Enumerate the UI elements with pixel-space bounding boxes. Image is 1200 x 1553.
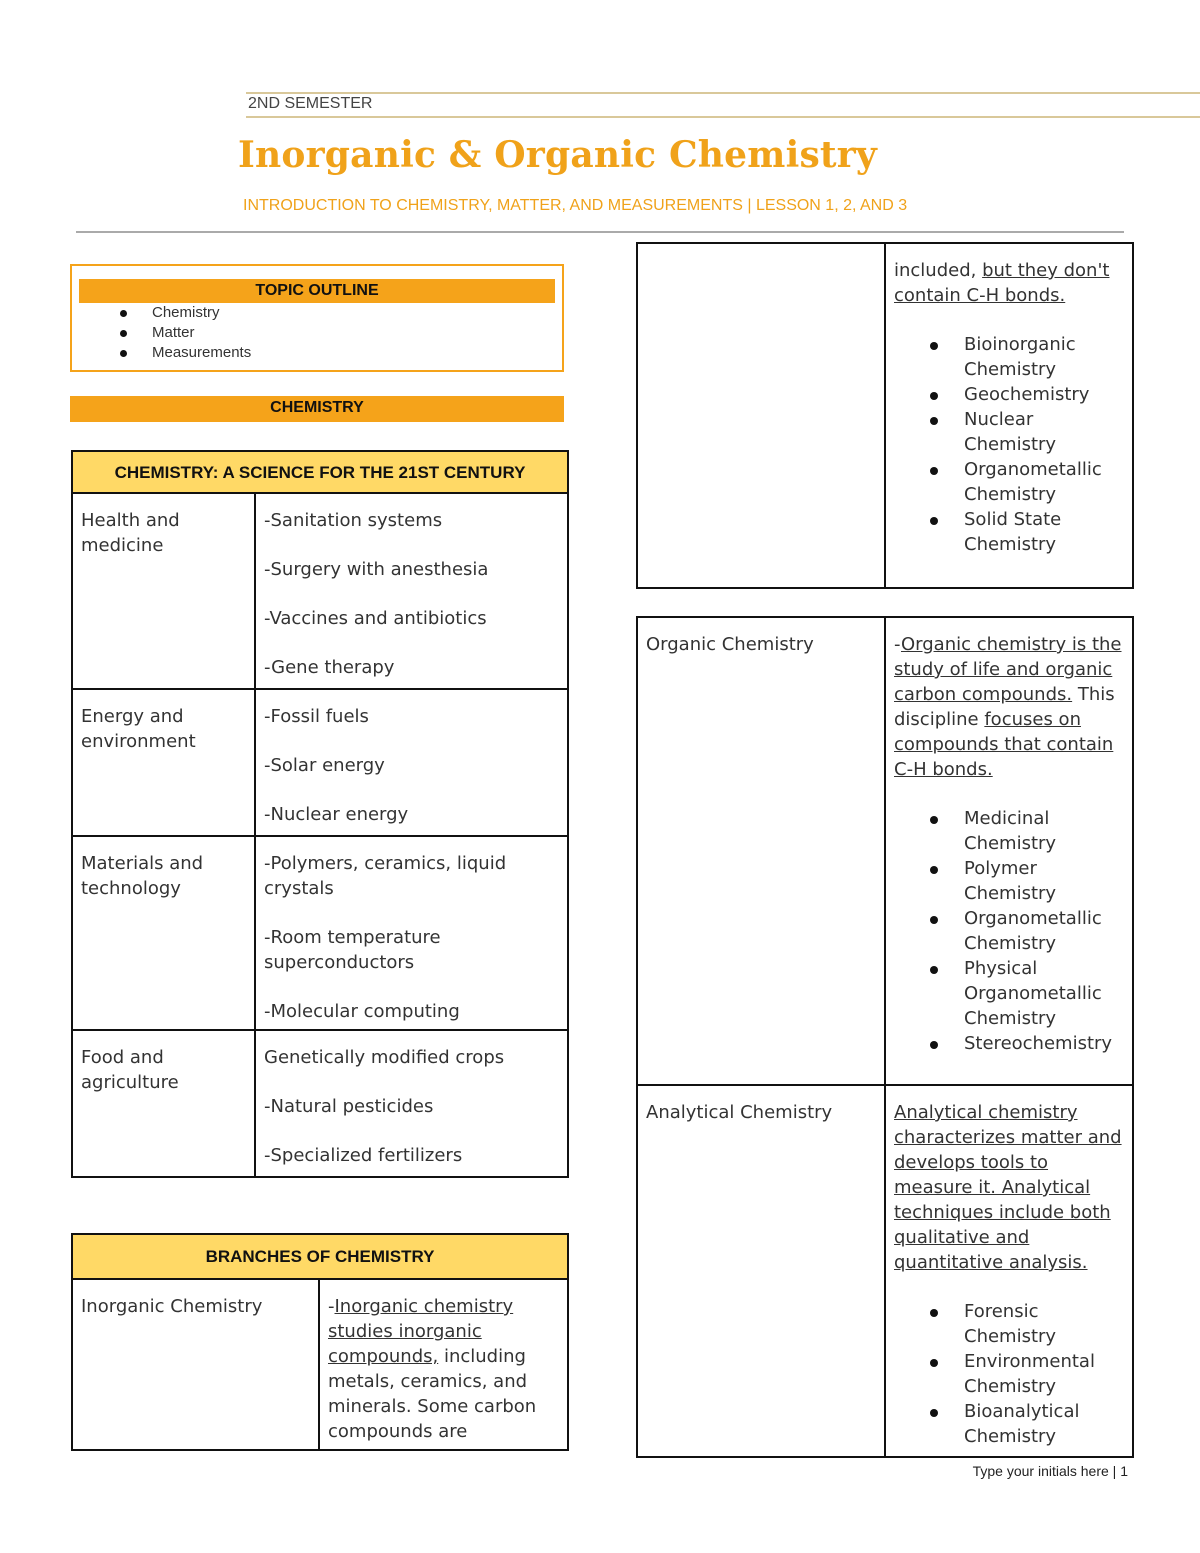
row-item: -Polymers, ceramics, liquid crystals <box>264 853 507 899</box>
organic-analytical-table <box>636 616 1134 1458</box>
underlined-text: but they don't contain C-H bonds. <box>894 260 1110 306</box>
row-item: -Surgery with anesthesia <box>264 559 489 580</box>
table-row <box>72 836 568 1030</box>
list-item: Polymer Chemistry <box>964 856 1124 906</box>
subbranch-list <box>894 332 1124 557</box>
header-divider <box>76 231 1124 233</box>
branch-description: -Inorganic chemistry studies inorganic compounds, including metals, ceramics, and minerals. Some carbon compounds are <box>328 1296 537 1442</box>
list-item: Environmental Chemistry <box>964 1349 1124 1399</box>
section-bar-chemistry: CHEMISTRY <box>70 396 564 422</box>
row-item: -Nuclear energy <box>264 804 409 825</box>
topic-outline-item: Matter <box>120 323 251 343</box>
semester-label: 2ND SEMESTER <box>248 95 373 112</box>
list-item: Bioinorganic Chemistry <box>964 332 1124 382</box>
branches-continuation-table <box>636 242 1134 589</box>
row-item: -Solar energy <box>264 755 385 776</box>
row-item: -Room temperature superconductors <box>264 927 441 973</box>
document-subtitle: INTRODUCTION TO CHEMISTRY, MATTER, AND MEASUREMENTS | LESSON 1, 2, AND 3 <box>243 197 908 214</box>
topic-outline-list <box>120 303 251 363</box>
table-row <box>72 493 568 689</box>
document-title: Inorganic & Organic Chemistry <box>238 134 878 176</box>
row-label: Inorganic Chemistry <box>81 1296 263 1317</box>
row-item: -Sanitation systems <box>264 510 443 531</box>
table-row <box>72 1279 568 1450</box>
row-item: -Natural pesticides <box>264 1096 434 1117</box>
table-row <box>72 1030 568 1177</box>
table-row <box>637 1085 1133 1457</box>
list-item: Medicinal Chemistry <box>964 806 1124 856</box>
table-row <box>637 243 1133 588</box>
row-item: -Specialized fertilizers <box>264 1145 463 1166</box>
branch-description: included, but they don't contain C-H bonds. <box>894 260 1110 306</box>
underlined-text: Organic chemistry is the study of life and organic carbon compounds. <box>894 634 1122 705</box>
page-footer: Type your initials here | 1 <box>972 1463 1128 1479</box>
list-item: Solid State Chemistry <box>964 507 1124 557</box>
semester-top-rule <box>246 92 1200 94</box>
chemistry-21st-century-table <box>71 450 569 1178</box>
list-item: Organometallic Chemistry <box>964 906 1124 956</box>
row-label: Materials and technology <box>81 853 204 899</box>
underlined-text: focuses on compounds that contain C-H bonds. <box>894 709 1114 780</box>
table-row <box>72 689 568 836</box>
row-label: Energy and environment <box>81 706 196 752</box>
list-item: Physical Organometallic Chemistry <box>964 956 1124 1031</box>
list-item: Geochemistry <box>964 382 1124 407</box>
semester-bottom-rule <box>246 116 1200 118</box>
row-label: Organic Chemistry <box>646 634 814 655</box>
list-item: Organometallic Chemistry <box>964 457 1124 507</box>
topic-outline-heading: TOPIC OUTLINE <box>79 279 555 303</box>
topic-outline-box <box>70 264 564 372</box>
branch-description: -Organic chemistry is the study of life and organic carbon compounds. This discipline focuses on compounds that contain C-H bonds. <box>894 634 1122 780</box>
list-item: Stereochemistry <box>964 1031 1124 1056</box>
topic-outline-item: Chemistry <box>120 303 251 323</box>
topic-outline-item: Measurements <box>120 343 251 363</box>
row-item: -Vaccines and antibiotics <box>264 608 487 629</box>
row-label: Food and agriculture <box>81 1047 179 1093</box>
list-item: Forensic Chemistry <box>964 1299 1124 1349</box>
branches-of-chemistry-table <box>71 1233 569 1451</box>
row-label: Analytical Chemistry <box>646 1102 833 1123</box>
row-item: -Fossil fuels <box>264 706 369 727</box>
row-item: -Molecular computing <box>264 1001 460 1022</box>
table-heading: BRANCHES OF CHEMISTRY <box>72 1234 568 1279</box>
branch-description: Analytical chemistry characterizes matter and develops tools to measure it. Analytical techniques include both qualitative and quantitative analysis. <box>894 1102 1122 1273</box>
subbranch-list <box>894 806 1124 1056</box>
list-item: Bioanalytical Chemistry <box>964 1399 1124 1449</box>
row-item: -Gene therapy <box>264 657 395 678</box>
row-label: Health and medicine <box>81 510 180 556</box>
subbranch-list <box>894 1299 1124 1449</box>
list-item: Nuclear Chemistry <box>964 407 1124 457</box>
table-heading: CHEMISTRY: A SCIENCE FOR THE 21ST CENTURY <box>72 451 568 493</box>
row-item: Genetically modified crops <box>264 1047 505 1068</box>
table-row <box>637 617 1133 1085</box>
underlined-text: Inorganic chemistry studies inorganic compounds, <box>328 1296 514 1367</box>
